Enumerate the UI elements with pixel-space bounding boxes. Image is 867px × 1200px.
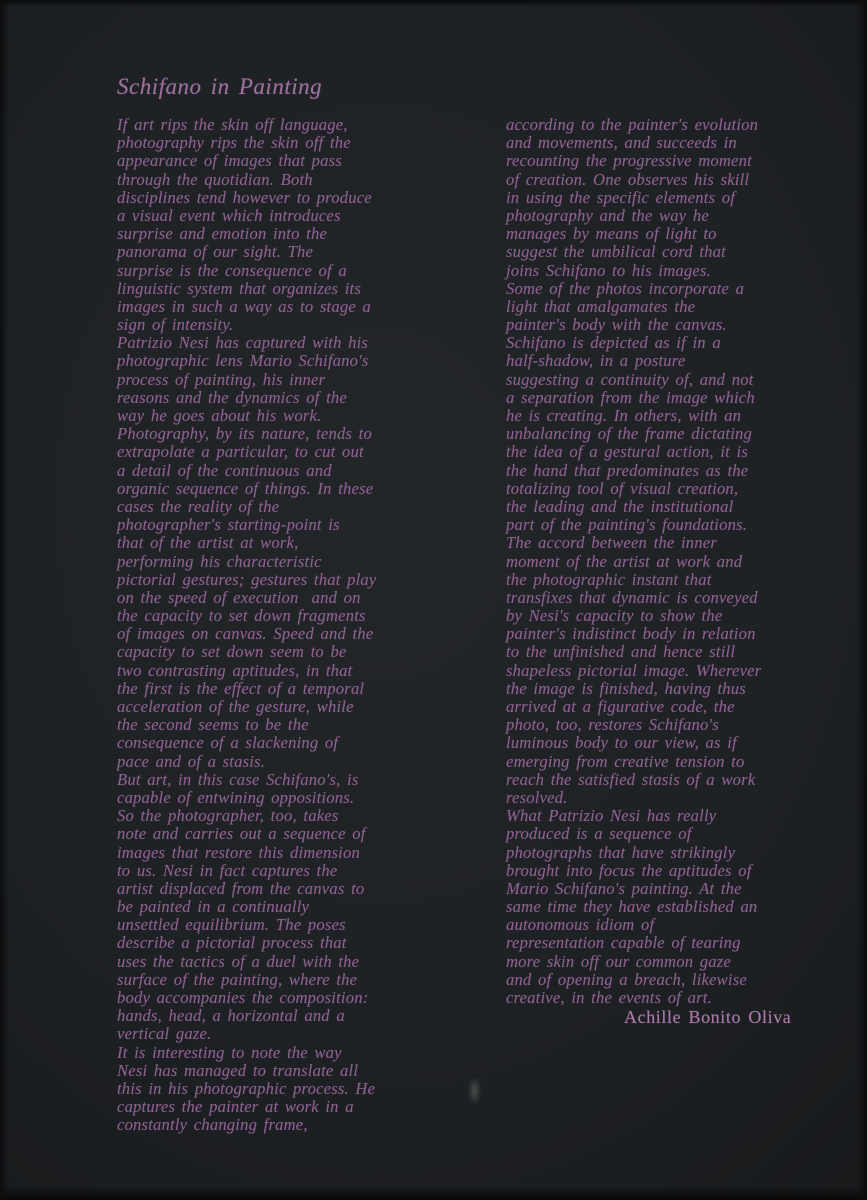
text-line: more skin off our common gaze — [506, 951, 731, 971]
text-line: luminous body to our view, as if — [506, 733, 737, 753]
text-line: capable of entwining oppositions. — [117, 787, 355, 807]
text-line: pace and of a stasis. — [117, 751, 266, 771]
text-line: reach the satisfied stasis of a work — [506, 769, 756, 789]
text-line: unbalancing of the frame dictating — [506, 424, 753, 444]
text-line: creative, in the events of art. — [506, 988, 712, 1007]
text-line: representation capable of tearing — [506, 933, 741, 953]
text-line: autonomous idiom of — [506, 915, 655, 935]
text-line: cases the reality of the — [117, 496, 280, 516]
text-line: and movements, and succeeds in — [506, 133, 737, 153]
text-line: describe a pictorial process that — [117, 933, 347, 953]
text-line: moment of the artist at work and — [506, 551, 743, 571]
text-line: surprise is the consequence of a — [117, 260, 347, 280]
text-line: two contrasting aptitudes, in that — [117, 660, 353, 680]
page-title: Schifano in Painting — [117, 74, 323, 99]
text-line: artist displaced from the canvas to — [117, 878, 365, 898]
text-line: totalizing tool of visual creation, — [506, 478, 739, 498]
text-line: Nesi has managed to translate all — [117, 1060, 359, 1080]
text-line: But art, in this case Schifano's, is — [117, 769, 359, 789]
text-line: pictorial gestures; gestures that play — [117, 569, 377, 589]
page-edge-right — [856, 0, 867, 1200]
text-line: appearance of images that pass — [117, 151, 342, 171]
text-line: shapeless pictorial image. Wherever — [506, 660, 762, 680]
text-line: disciplines tend however to produce — [117, 187, 372, 207]
text-line: hands, head, a horizontal and a — [117, 1006, 345, 1026]
text-line: painter's body with the canvas. — [506, 315, 727, 335]
text-line: What Patrizio Nesi has really — [506, 806, 717, 826]
text-line: light that amalgamates the — [506, 296, 696, 316]
text-line: vertical gaze. — [117, 1024, 212, 1044]
text-line: the capacity to set down fragments — [117, 606, 366, 626]
text-line: organic sequence of things. In these — [117, 478, 374, 498]
text-line: suggest the umbilical cord that — [506, 242, 726, 262]
scan-smudge-artifact — [466, 1068, 483, 1106]
text-line: constantly changing frame, — [117, 1115, 308, 1135]
text-line: this in his photographic process. He — [117, 1078, 376, 1098]
text-line: produced is a sequence of — [506, 824, 692, 844]
text-line: capacity to set down seem to be — [117, 642, 347, 662]
text-line: captures the painter at work in a — [117, 1097, 354, 1117]
text-line: resolved. — [506, 787, 568, 807]
text-line: emerging from creative tension to — [506, 751, 745, 771]
text-line: and of opening a breach, likewise — [506, 969, 747, 989]
text-line: body accompanies the composition: — [117, 988, 369, 1007]
text-line: a separation from the image which — [506, 387, 755, 407]
text-line: of images on canvas. Speed and the — [117, 624, 374, 644]
text-line: note and carries out a sequence of — [117, 824, 366, 844]
text-line: Photography, by its nature, tends to — [117, 424, 372, 444]
text-line: linguistic system that organizes its — [117, 278, 362, 298]
text-line: brought into focus the aptitudes of — [506, 860, 752, 880]
text-line: half-shadow, in a posture — [506, 351, 686, 371]
page-edge-left — [0, 0, 9, 1200]
text-line: Mario Schifano's painting. At the — [506, 878, 742, 898]
text-line: transfixes that dynamic is conveyed — [506, 587, 758, 607]
text-line: the leading and the institutional — [506, 496, 734, 516]
text-line: performing his characteristic — [117, 551, 322, 571]
text-line: surface of the painting, where the — [117, 969, 358, 989]
text-line: the image is finished, having thus — [506, 678, 746, 698]
text-line: by Nesi's capacity to show the — [506, 606, 723, 626]
text-line: reasons and the dynamics of the — [117, 387, 347, 407]
text-line: manages by means of light to — [506, 224, 717, 244]
text-line: The accord between the inner — [506, 533, 718, 553]
text-line: photography and the way he — [506, 205, 709, 225]
text-line: photography rips the skin off the — [117, 133, 351, 153]
text-line: suggesting a continuity of, and not — [506, 369, 754, 389]
text-line: he is creating. In others, with an — [506, 406, 742, 425]
text-line: the idea of a gestural action, it is — [506, 442, 748, 462]
text-line: to the unfinished and hence still — [506, 642, 736, 662]
text-line: arrived at a figurative code, the — [506, 697, 735, 716]
text-line: to us. Nesi in fact captures the — [117, 860, 338, 880]
text-line: according to the painter's evolution — [506, 115, 759, 134]
text-line: in using the specific elements of — [506, 187, 736, 207]
text-line: unsettled equilibrium. The poses — [117, 915, 346, 935]
text-line: painter's indistinct body in relation — [506, 624, 756, 644]
author-signature: Achille Bonito Oliva — [624, 1007, 792, 1028]
text-line: the photographic instant that — [506, 569, 712, 589]
text-column-right — [506, 116, 846, 1026]
text-line: a detail of the continuous and — [117, 460, 332, 480]
text-line: on the speed of execution and on — [117, 587, 361, 607]
text-line: photographer's starting-point is — [117, 515, 340, 535]
text-line: that of the artist at work, — [117, 533, 299, 553]
text-line: the second seems to be the — [117, 715, 309, 735]
text-line: recounting the progressive moment — [506, 151, 752, 171]
text-line: a visual event which introduces — [117, 205, 341, 225]
text-line: through the quotidian. Both — [117, 169, 313, 189]
text-line: consequence of a slackening of — [117, 733, 339, 753]
text-line: uses the tactics of a duel with the — [117, 951, 360, 971]
text-line: images that restore this dimension — [117, 842, 360, 862]
text-line: of creation. One observes his skill — [506, 169, 750, 189]
text-line: extrapolate a particular, to cut out — [117, 442, 364, 462]
text-line: images in such a way as to stage a — [117, 296, 371, 316]
text-line: photographic lens Mario Schifano's — [117, 351, 369, 371]
text-line: surprise and emotion into the — [117, 224, 328, 244]
text-line: Patrizio Nesi has captured with his — [117, 333, 369, 353]
page-edge-top — [0, 0, 867, 7]
text-line: So the photographer, too, takes — [117, 806, 339, 826]
text-line: photo, too, restores Schifano's — [506, 715, 719, 735]
text-line: the hand that predominates as the — [506, 460, 749, 480]
text-line: panorama of our sight. The — [117, 242, 314, 262]
text-line: photographs that have strikingly — [506, 842, 736, 862]
text-line: If art rips the skin off language, — [117, 115, 348, 134]
text-line: It is interesting to note the way — [117, 1042, 342, 1062]
text-line: way he goes about his work. — [117, 406, 322, 425]
text-line: sign of intensity. — [117, 315, 234, 335]
text-column-left — [117, 116, 457, 1135]
text-line: be painted in a continually — [117, 897, 310, 917]
text-line: Some of the photos incorporate a — [506, 278, 745, 298]
text-line: the first is the effect of a temporal — [117, 678, 365, 698]
text-line: Schifano is depicted as if in a — [506, 333, 721, 353]
text-line: same time they have established an — [506, 897, 758, 917]
text-line: part of the painting's foundations. — [506, 515, 748, 535]
text-line: joins Schifano to his images. — [506, 260, 711, 280]
text-line: acceleration of the gesture, while — [117, 697, 354, 716]
text-line: process of painting, his inner — [117, 369, 326, 389]
page-edge-bottom — [0, 1186, 867, 1200]
